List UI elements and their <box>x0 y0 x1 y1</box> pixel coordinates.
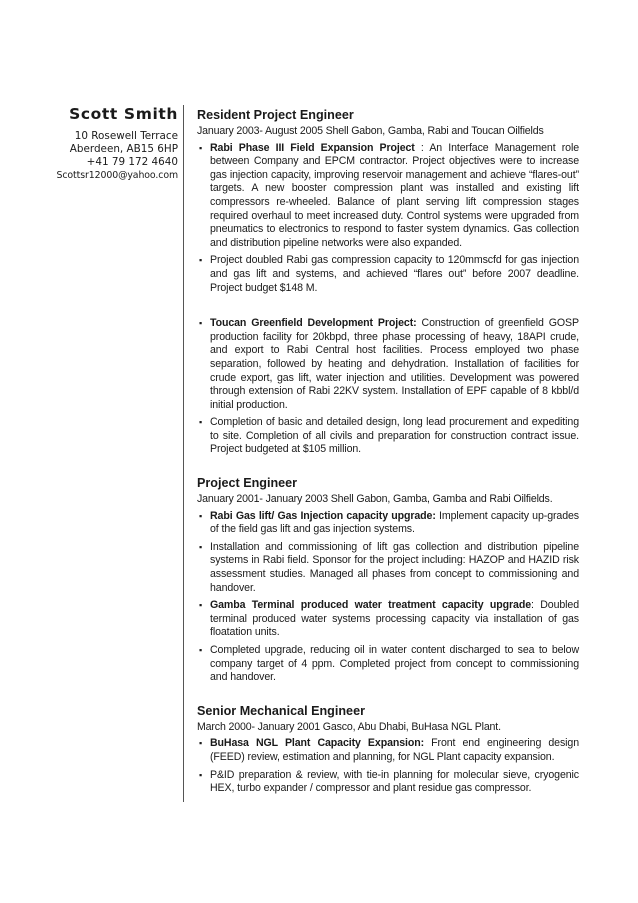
address-line-1: 10 Rosewell Terrace <box>74 130 178 142</box>
job-dates-employer: March 2000- January 2001 Gasco, Abu Dhabi, BuHasa NGL Plant. <box>197 720 501 733</box>
bullet-heading: BuHasa NGL Plant Capacity Expansion: <box>210 737 425 750</box>
job-entry <box>197 475 579 685</box>
candidate-name: Scott Smith <box>69 105 178 123</box>
job-bullet <box>197 416 579 457</box>
bullet-text: Completion of basic and detailed design, long lead procurement and expediting to site. Completion of all civils and preparation for construction contract issue. Project budgeted at $105 million. <box>210 416 579 456</box>
bullet-text: Front end engineering design (FEED) review, estimation and planning, for NGL Plant capacity expansion. <box>210 737 579 763</box>
bullet-heading: Rabi Phase III Field Expansion Project <box>210 141 415 154</box>
job-title: Senior Mechanical Engineer <box>197 703 365 718</box>
bullet-text: : An Interface Management role between Company and EPCM contractor. Project objectives were to increase gas injection capacity, improving reservoir management and achieve “flares-out” targets. A new booster compression plant was installed and existing lift compressors re-wheeled. Balance of plant serving lift compression stages required overhaul to meet increased duty. Control systems were upgraded from pneumatics to electronics to respond to faster system dynamics. Gas collection and distribution pipeline networks were also expanded. <box>210 141 579 249</box>
vertical-divider <box>183 105 184 802</box>
bullet-text: Construction of greenfield GOSP production facility for 20kbpd, three phase processing of heavy, 18API crude, and export to Rabi Central host facilities. Process employed two phase separation, followed by heating and dehydration. Installation of facilities for crude export, gas lift, water injection and utilities. Development was powered through extension of Rabi 22KV system. Installation of EPF capable of 8 kbbl/d initial production. <box>210 317 579 411</box>
job-title: Project Engineer <box>197 476 298 491</box>
job-title: Resident Project Engineer <box>197 108 354 122</box>
job-bullet <box>197 599 579 640</box>
job-entry <box>197 107 579 457</box>
bullet-text: : Doubled terminal produced water systems processing capacity via installation of gas floatation units. <box>210 599 579 639</box>
bullet-text: Project doubled Rabi gas compression capacity to 120mmscfd for gas injection and gas lift and systems, and achieved “flares out” before 2007 deadline. Project budget $148 M. <box>210 254 579 294</box>
job-bullet <box>197 510 579 537</box>
job-bullet <box>197 254 579 295</box>
job-bullet <box>197 644 579 685</box>
bullet-text: P&ID preparation & review, with tie-in planning for molecular sieve, cryogenic HEX, turbo expander / compressor and plant residue gas compressor. <box>210 768 579 795</box>
experience-section <box>197 107 579 800</box>
job-dates-employer: January 2001- January 2003 Shell Gabon, Gamba, Gamba and Rabi Oilfields. <box>197 493 553 506</box>
job-entry <box>197 703 579 796</box>
job-bullet-list <box>197 142 579 296</box>
email-address: Scottsr12000@yahoo.com <box>56 170 178 181</box>
bullet-heading: Toucan Greenfield Development Project: <box>210 317 417 330</box>
bullet-heading: Gamba Terminal produced water treatment capacity upgrade <box>210 599 531 612</box>
bullet-text: Installation and commissioning of lift gas collection and distribution pipeline systems in Rabi field. Sponsor for the project including: HAZOP and HAZID risk assessment studies. Managed all phases from concept to commissioning and handover. <box>210 540 579 594</box>
job-bullet <box>197 541 579 595</box>
contact-sidebar <box>40 104 178 182</box>
job-bullet <box>197 737 579 764</box>
bullet-heading: Rabi Gas lift/ Gas Injection capacity upgrade: <box>210 509 436 522</box>
bullet-text: Implement capacity up-grades of the field gas lift and gas injection systems. <box>210 509 579 536</box>
job-bullet <box>197 142 579 251</box>
job-dates-employer: January 2003- August 2005 Shell Gabon, Gamba, Rabi and Toucan Oilfields <box>197 125 544 137</box>
phone-number: +41 79 172 4640 <box>86 156 178 168</box>
job-bullet-list <box>197 317 579 457</box>
job-bullet-list <box>197 737 579 795</box>
address-line-2: Aberdeen, AB15 6HP <box>69 143 178 155</box>
job-bullet <box>197 769 579 796</box>
job-bullet <box>197 317 579 412</box>
job-bullet-list <box>197 510 579 685</box>
bullet-text: Completed upgrade, reducing oil in water content discharged to sea to below company target of 4 ppm. Completed project from concept to commissioning and handover. <box>210 644 579 684</box>
